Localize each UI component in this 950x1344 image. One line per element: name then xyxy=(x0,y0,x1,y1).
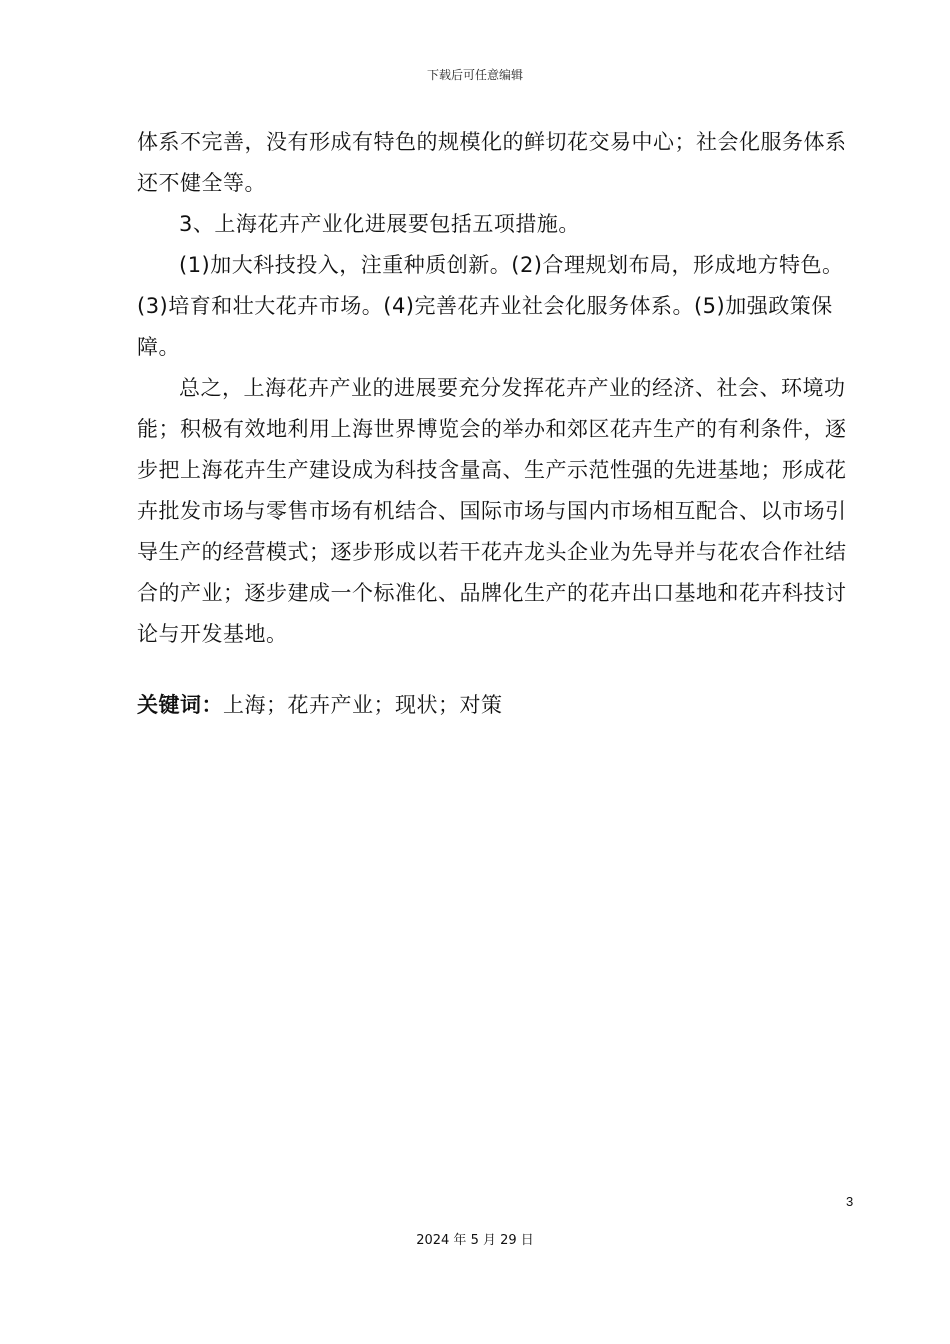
paragraph-continuation: 体系不完善，没有形成有特色的规模化的鲜切花交易中心；社会化服务体系还不健全等。 xyxy=(137,130,847,195)
document-body xyxy=(137,122,867,655)
footer-date: 2024 年 5 月 29 日 xyxy=(416,1233,534,1248)
keywords-value: 上海；花卉产业；现状；对策 xyxy=(223,693,503,717)
paragraph-conclusion: 总之，上海花卉产业的进展要充分发挥花卉产业的经济、社会、环境功能；积极有效地利用上海世界博览会的举办和郊区花卉生产的有利条件，逐步把上海花卉生产建设成为科技含量高、生产示范性强的先进基地；形成花卉批发市场与零售市场有机结合、国际市场与国内市场相互配合、以市场引导生产的经营模式；逐步形成以若干花卉龙头企业为先导并与花农合作社结合的产业；逐步建成一个标准化、品牌化生产的花卉出口基地和花卉科技讨论与开发基地。 xyxy=(137,376,847,646)
keywords-line xyxy=(137,687,503,723)
paragraph-measures-list: (1)加大科技投入，注重种质创新。(2)合理规划布局，形成地方特色。(3)培育和壮大花卉市场。(4)完善花卉业社会化服务体系。(5)加强政策保障。 xyxy=(137,253,844,359)
page-number: 3 xyxy=(846,1194,854,1209)
paragraph-measures-intro: 3、上海花卉产业化进展要包括五项措施。 xyxy=(179,212,580,236)
page-header-note: 下载后可任意编辑 xyxy=(426,68,523,82)
keywords-label: 关键词： xyxy=(137,693,223,717)
